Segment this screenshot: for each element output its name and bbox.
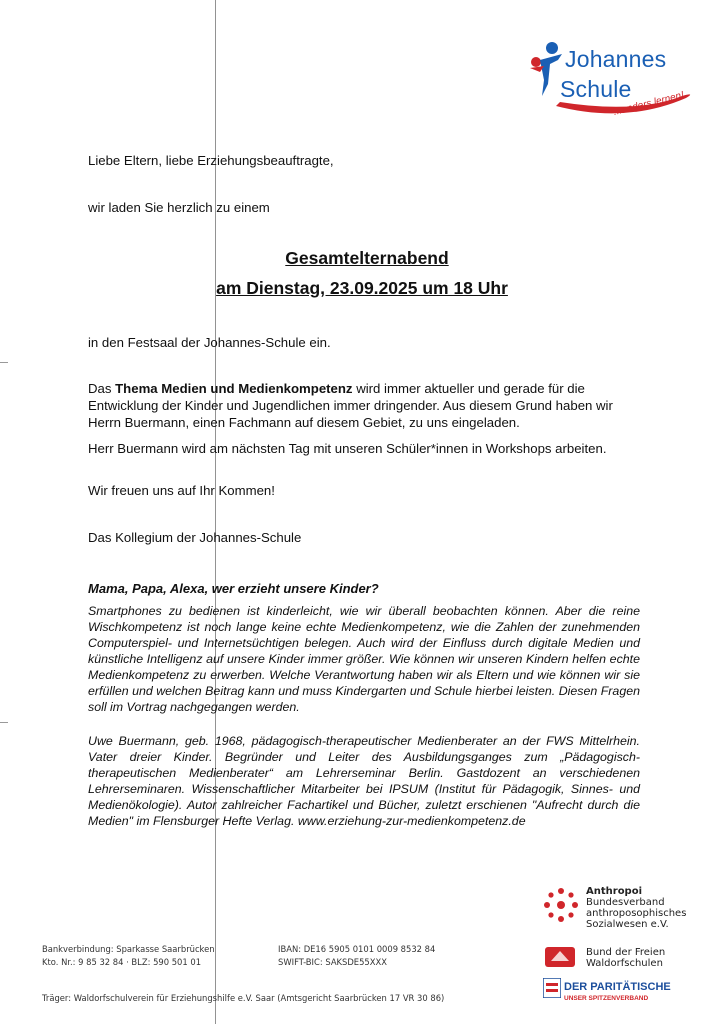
waldorf-line1: Bund der Freien	[586, 947, 666, 958]
footer-traeger: Träger: Waldorfschulverein für Erziehungshilfe e.V. Saar (Amtsgericht Saarbrücken 17 VR 30 86)	[42, 993, 445, 1003]
logo-tagline: ...anders lernen!	[612, 89, 686, 118]
anthropoi-name: Anthropoi	[586, 886, 643, 897]
logo-word-johannes: Johannes	[565, 46, 667, 72]
invite-line: wir laden Sie herzlich zu einem	[88, 200, 270, 215]
footer-iban: IBAN: DE16 5905 0101 0009 8532 84	[278, 944, 436, 954]
paragraph-topic-rest: wird immer aktueller und gerade für die Entwicklung der Kinder und Jugendlichen immer dringender. Aus diesem Grund haben wir Herrn Buermann, einen Fachmann auf diesem Gebiet, zu uns eingeladen.	[88, 381, 613, 430]
paritaet-name: DER PARITÄTISCHE	[564, 981, 671, 993]
footer-account: Kto. Nr.: 9 85 32 84 · BLZ: 590 501 01	[42, 957, 202, 967]
topic-bold: Thema Medien und Medienkompetenz	[115, 381, 353, 396]
anthropoi-line1: Bundesverband	[586, 897, 665, 908]
punch-mark	[0, 362, 8, 363]
footer-bank	[42, 943, 215, 969]
lecture-heading: Mama, Papa, Alexa, wer erzieht unsere Kinder?	[88, 581, 379, 596]
partner-anthropoi	[586, 886, 686, 930]
closing-line: Wir freuen uns auf Ihr Kommen!	[88, 483, 275, 498]
waldorf-line2: Waldorfschulen	[586, 958, 663, 969]
footer-iban-block	[278, 943, 435, 969]
lecture-abstract: Smartphones zu bedienen ist kinderleicht, wie wir überall beobachten können. Aber die reine Wischkompetenz ist noch lange keine echte Medienkompetenz, wie die Zahlen der zunehmenden Computerspiel- und Internetsüchtigen belegen. Auch wird der Einfluss durch digitale Medien und künstliche Intelligenz auf unsere Kinder immer größer. Wie können wir unseren Kindern helfen echte Medienkompetenz zu erwerben. Welche Verantwortung haben wir als Eltern und wie können wir sie erfüllen und welchen Beitrag kann und muss Kindergarten und Schule hierbei leisten. Diesen Fragen soll im Vortrag nachgegangen werden.	[88, 604, 640, 714]
anthropoi-line2: anthroposophisches	[586, 908, 687, 919]
event-date: am Dienstag, 23.09.2025 um 18 Uhr	[216, 278, 508, 298]
footer-swift: SWIFT-BIC: SAKSDE55XXX	[278, 957, 387, 967]
punch-mark	[0, 722, 8, 723]
speaker-bio: Uwe Buermann, geb. 1968, pädagogisch-therapeutischer Medienberater an der FWS Mittelrhein. Vater dreier Kinder. Begründer und Leiter des Ausbildungsganges zum „Pädagogisch-therapeutischen Medienberater“ am Lehrerseminar Berlin. Gastdozent an verschiedenen Lehrerseminaren. Wissenschaftlicher Mitarbeiter bei IPSUM (Institut für Pädagogik, Sinnes- und Medienökologie). Autor zahlreicher Fachartikel und Bücher, zuletzt erschienen "Aufrecht durch die Medien" im Flensburger Hefte Verlag. www.erziehung-zur-medienkompetenz.de	[88, 734, 640, 828]
footer-bank-name: Bankverbindung: Sparkasse Saarbrücken	[42, 944, 215, 954]
paritaet-logo-icon	[543, 978, 561, 998]
waldorf-logo-icon	[543, 945, 577, 969]
paragraph-topic-start: Das	[88, 381, 116, 396]
location-line: in den Festsaal der Johannes-Schule ein.	[88, 335, 331, 350]
anthropoi-logo-icon	[542, 886, 580, 924]
event-title: Gesamtelternabend	[285, 248, 449, 268]
logo-word-schule: Schule	[560, 76, 632, 102]
salutation: Liebe Eltern, liebe Erziehungsbeauftragte,	[88, 153, 334, 168]
paragraph-workshop: Herr Buermann wird am nächsten Tag mit unseren Schüler*innen in Workshops arbeiten.	[88, 441, 607, 456]
partner-waldorf	[586, 947, 665, 969]
signature: Das Kollegium der Johannes-Schule	[88, 530, 302, 545]
anthropoi-line3: Sozialwesen e.V.	[586, 919, 669, 930]
paritaet-slogan: UNSER SPITZENVERBAND	[564, 995, 649, 1002]
paragraph-topic	[88, 380, 636, 431]
